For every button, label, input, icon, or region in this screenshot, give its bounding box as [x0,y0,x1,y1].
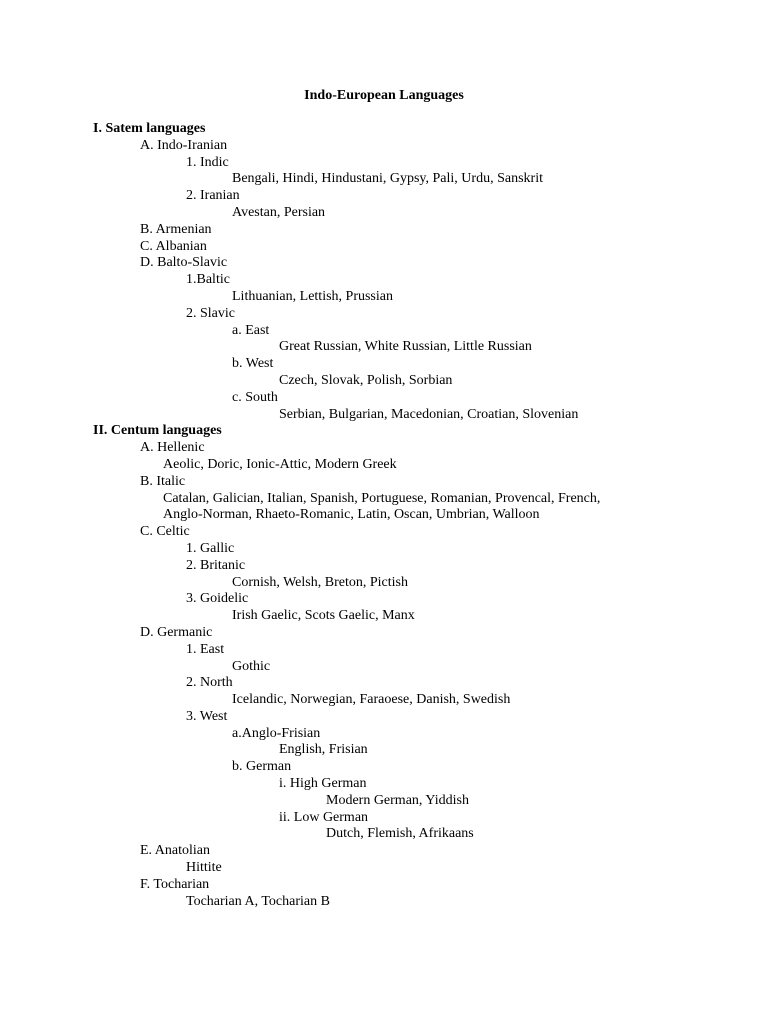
outline-line: c. South [232,389,278,405]
outline-line: F. Tocharian [140,876,210,892]
outline-line: 2. Slavic [186,305,235,321]
outline-line: 2. North [186,675,233,691]
outline-line: 3. Goidelic [186,591,249,607]
outline-line: D. Balto-Slavic [140,255,228,271]
outline-line: A. Hellenic [140,440,205,456]
outline-line: Avestan, Persian [232,204,326,220]
outline-line: Hittite [186,860,222,876]
language-outline [0,121,768,910]
section-heading: I. Satem languages [93,121,206,136]
section-heading: II. Centum languages [93,423,222,439]
outline-line: Serbian, Bulgarian, Macedonian, Croatian, Slovenian [279,406,579,422]
outline-line: Modern German, Yiddish [326,792,469,808]
outline-line: Dutch, Flemish, Afrikaans [326,826,474,842]
outline-line: a.Anglo-Frisian [232,725,321,741]
outline-line: ii. Low German [279,809,369,825]
outline-line: b. German [232,759,292,775]
outline-line: Bengali, Hindi, Hindustani, Gypsy, Pali, Urdu, Sanskrit [232,171,543,187]
outline-line: Icelandic, Norwegian, Faraoese, Danish, Swedish [232,692,511,708]
outline-line: 1.Baltic [186,272,230,288]
outline-line: Lithuanian, Lettish, Prussian [232,288,393,304]
outline-line: Aeolic, Doric, Ionic-Attic, Modern Greek [163,456,397,472]
outline-line: B. Armenian [140,221,212,237]
outline-line: 1. East [186,641,225,657]
outline-line: i. High German [279,776,367,792]
outline-line: D. Germanic [140,624,213,640]
outline-line: C. Celtic [140,524,190,540]
outline-line: a. East [232,322,270,338]
outline-line: Czech, Slovak, Polish, Sorbian [279,372,453,388]
outline-line: English, Frisian [279,742,368,758]
outline-line: Catalan, Galician, Italian, Spanish, Portuguese, Romanian, Provencal, French, [163,490,601,506]
outline-line: C. Albanian [140,238,207,254]
outline-line: Cornish, Welsh, Breton, Pictish [232,574,408,590]
outline-line: 2. Iranian [186,188,240,204]
page-title: Indo-European Languages [304,88,464,103]
outline-line: 1. Gallic [186,540,235,556]
outline-line: A. Indo-Iranian [140,137,228,153]
outline-line: B. Italic [140,473,186,489]
outline-line: 2. Britanic [186,557,246,573]
outline-line: Irish Gaelic, Scots Gaelic, Manx [232,608,415,624]
outline-line: 1. Indic [186,154,229,170]
outline-line: E. Anatolian [140,843,210,859]
outline-line: Gothic [232,658,271,674]
outline-line: Great Russian, White Russian, Little Russian [279,339,532,355]
outline-line: Tocharian A, Tocharian B [186,893,330,909]
outline-line: b. West [232,356,274,372]
outline-line: 3. West [186,708,228,724]
outline-line: Anglo-Norman, Rhaeto-Romanic, Latin, Oscan, Umbrian, Walloon [163,507,540,523]
